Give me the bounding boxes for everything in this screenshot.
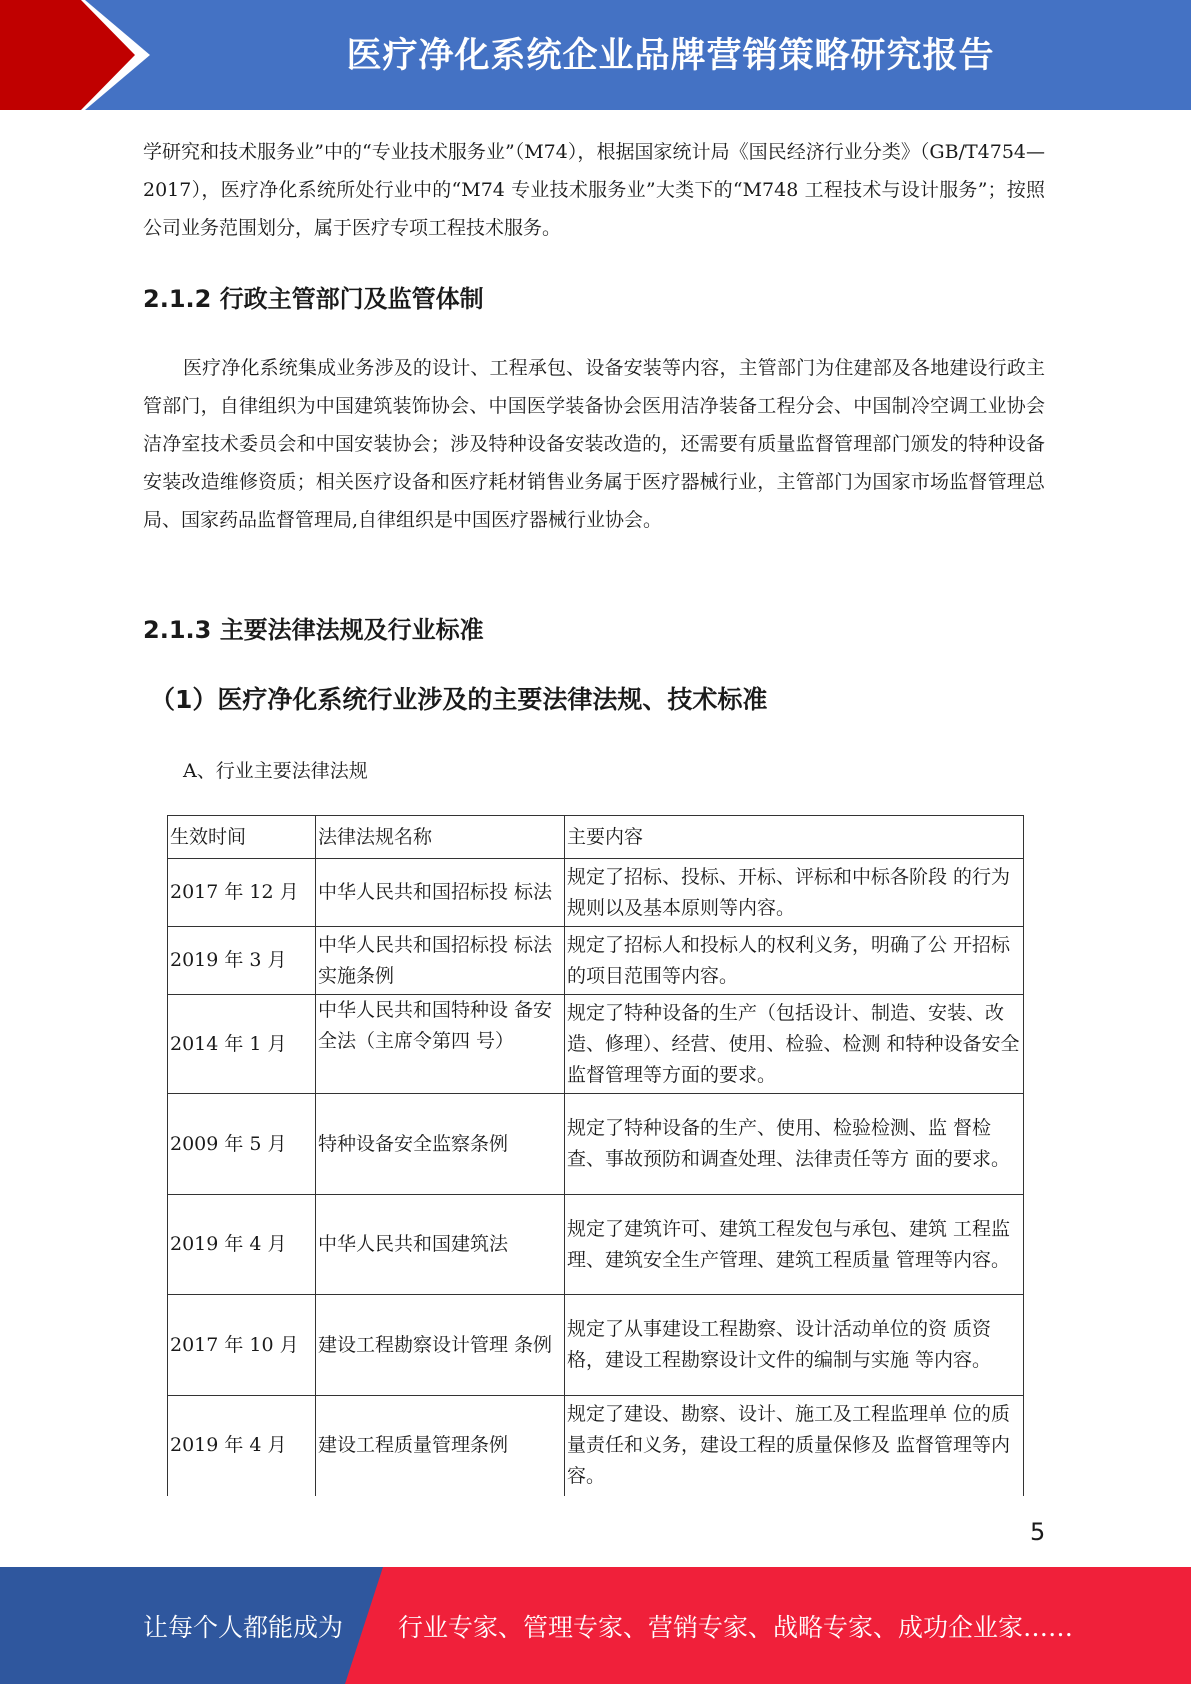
cell-name: 中华人民共和国招标投 标法实施条例	[316, 927, 565, 995]
cell-date: 2017 年 10 月	[168, 1295, 316, 1396]
cell-content: 规定了特种设备的生产（包括设计、制造、安装、改造、修理）、经营、使用、检验、检测 和特种设备安全监督管理等方面的要求。	[565, 995, 1024, 1094]
footer-slogan-right: 行业专家、管理专家、营销专家、战略专家、成功企业家……	[398, 1613, 1074, 1642]
subsection-1	[150, 680, 1052, 716]
column-header-date: 生效时间	[168, 816, 316, 859]
table-row	[168, 1295, 1024, 1396]
page-header	[0, 0, 1191, 110]
cell-content: 规定了特种设备的生产、使用、检验检测、监 督检查、事故预防和调查处理、法律责任等方 面的要求。	[565, 1094, 1024, 1195]
cell-date: 2019 年 4 月	[168, 1195, 316, 1295]
cell-date: 2019 年 3 月	[168, 927, 316, 995]
cell-content: 规定了招标、投标、开标、评标和中标各阶段 的行为规则以及基本原则等内容。	[565, 859, 1024, 927]
cell-name: 建设工程质量管理条例	[316, 1396, 565, 1496]
intro-block	[143, 133, 1045, 247]
section-212	[143, 279, 1045, 314]
cell-content: 规定了建筑许可、建筑工程发包与承包、建筑 工程监理、建筑安全生产管理、建筑工程质量 管理等内容。	[565, 1195, 1024, 1295]
table-row	[168, 995, 1024, 1094]
table-row	[168, 1396, 1024, 1496]
page-footer	[0, 1567, 1191, 1684]
subsection-1-heading: （1）医疗净化系统行业涉及的主要法律法规、技术标准	[150, 685, 768, 714]
table-row	[168, 927, 1024, 995]
cell-content: 规定了建设、勘察、设计、施工及工程监理单 位的质量责任和义务，建设工程的质量保修及 监督管理等内容。	[565, 1396, 1024, 1496]
section-212-body	[143, 349, 1045, 539]
cell-date: 2017 年 12 月	[168, 859, 316, 927]
cell-name: 特种设备安全监察条例	[316, 1094, 565, 1195]
section-212-paragraph: 医疗净化系统集成业务涉及的设计、工程承包、设备安装等内容，主管部门为住建部及各地建设行政主管部门，自律组织为中国建筑装饰协会、中国医学装备协会医用洁净装备工程分会、中国制冷空调工业协会洁净室技术委员会和中国安装协会；涉及特种设备安装改造的，还需要有质量监督管理部门颁发的特种设备安装改造维修资质；相关医疗设备和医疗耗材销售业务属于医疗器械行业，主管部门为国家市场监督管理总局、国家药品监督管理局,自律组织是中国医疗器械行业协会。	[143, 357, 1045, 531]
cell-content: 规定了从事建设工程勘察、设计活动单位的资 质资格，建设工程勘察设计文件的编制与实施 等内容。	[565, 1295, 1024, 1396]
cell-date: 2009 年 5 月	[168, 1094, 316, 1195]
page-number: 5	[1030, 1518, 1046, 1546]
column-header-content: 主要内容	[565, 816, 1024, 859]
column-header-name: 法律法规名称	[316, 816, 565, 859]
table-row	[168, 1094, 1024, 1195]
laws-table	[167, 815, 1024, 1496]
cell-name: 中华人民共和国特种设 备安全法（主席令第四 号）	[316, 995, 565, 1094]
table-header-row	[168, 816, 1024, 859]
cell-name: 中华人民共和国招标投 标法	[316, 859, 565, 927]
footer-slogan-left: 让每个人都能成为	[143, 1613, 344, 1642]
cell-name: 建设工程勘察设计管理 条例	[316, 1295, 565, 1396]
cell-date: 2019 年 4 月	[168, 1396, 316, 1496]
cell-date: 2014 年 1 月	[168, 995, 316, 1094]
intro-paragraph: 学研究和技术服务业”中的“专业技术服务业”（M74），根据国家统计局《国民经济行业分类》（GB/T4754—2017），医疗净化系统所处行业中的“M74 专业技术服务业”大类下的“M748 工程技术与设计服务”；按照公司业务范围划分，属于医疗专项工程技术服务。	[143, 141, 1045, 239]
cell-content: 规定了招标人和投标人的权利义务，明确了公 开招标的项目范围等内容。	[565, 927, 1024, 995]
cell-name: 中华人民共和国建筑法	[316, 1195, 565, 1295]
section-213	[143, 610, 1045, 645]
section-212-heading: 2.1.2 行政主管部门及监管体制	[143, 285, 484, 313]
report-title: 医疗净化系统企业品牌营销策略研究报告	[346, 36, 995, 76]
table-label: A、行业主要法律法规	[183, 760, 368, 782]
table-row	[168, 1195, 1024, 1295]
section-213-heading: 2.1.3 主要法律法规及行业标准	[143, 616, 484, 644]
table-label-block	[183, 756, 1085, 783]
table-row	[168, 859, 1024, 927]
header-red-arrow	[0, 0, 135, 110]
